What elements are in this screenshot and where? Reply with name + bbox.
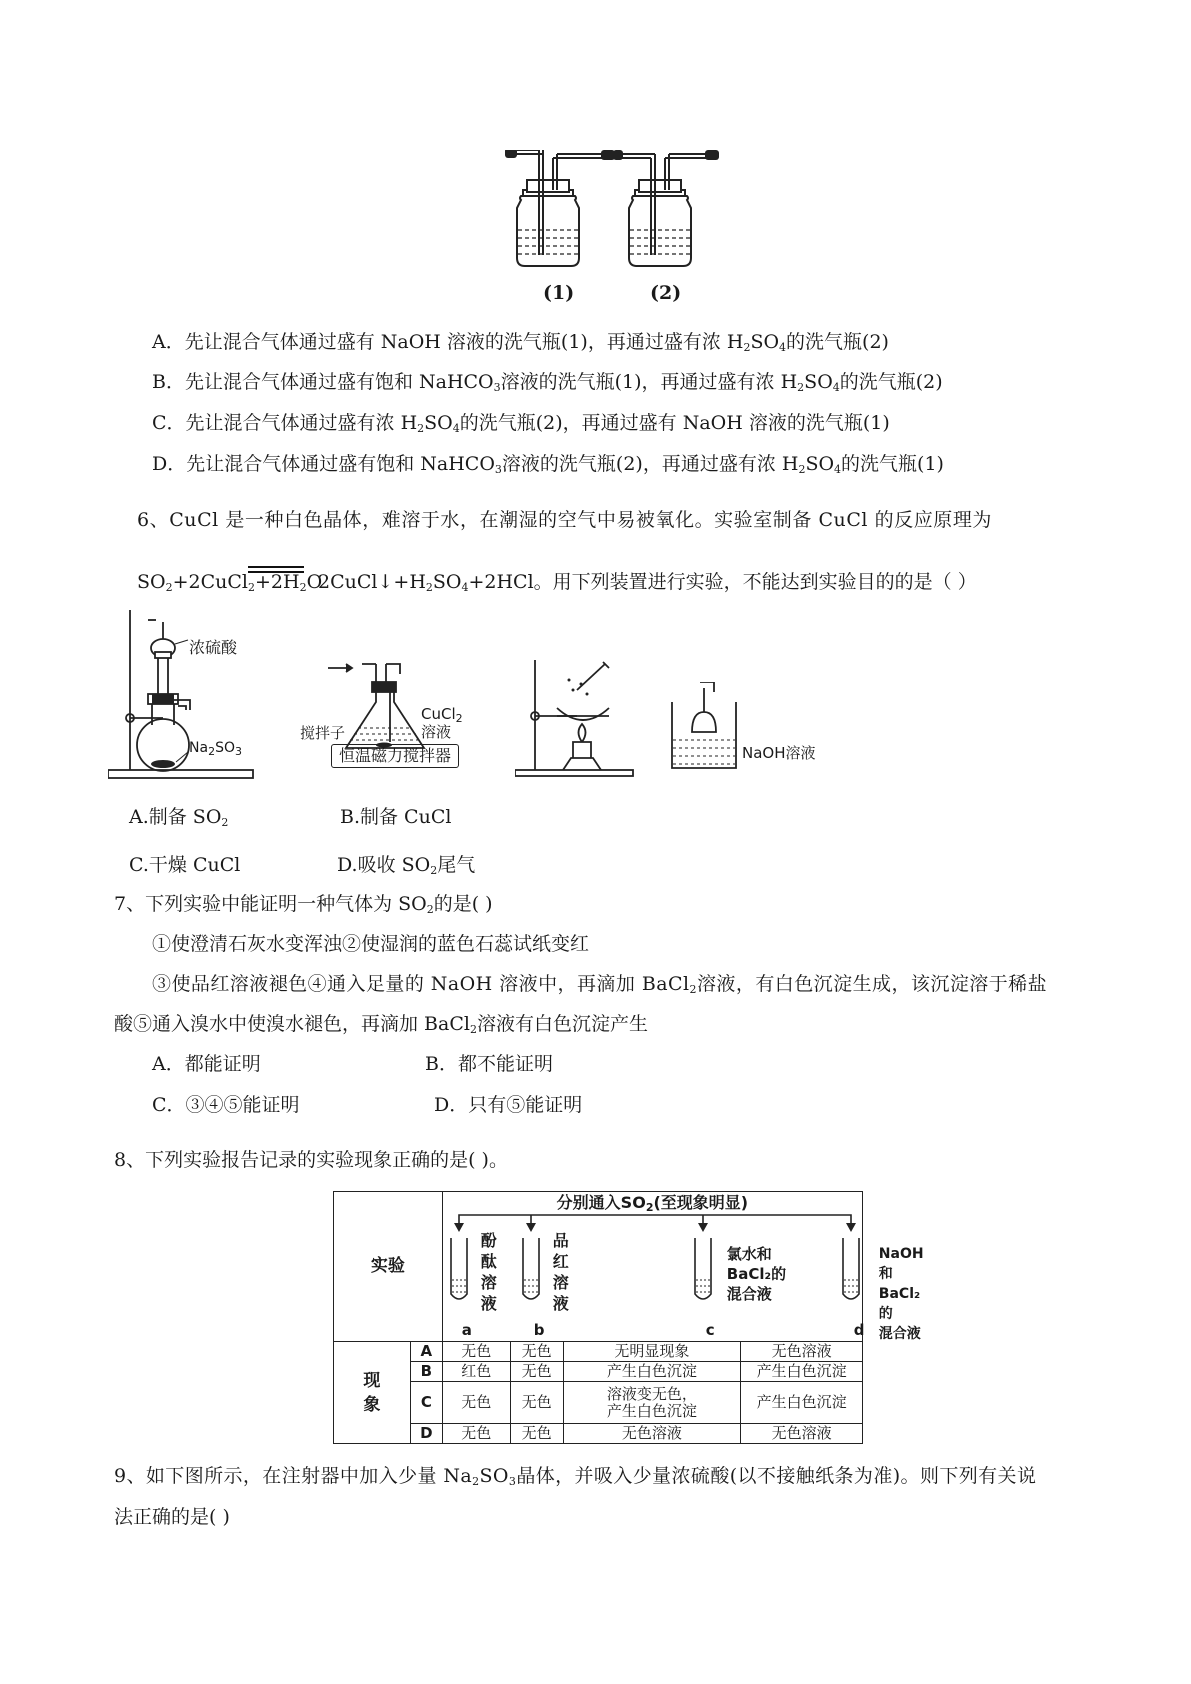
label-stir-bar: 搅拌子: [300, 724, 346, 742]
q6-option-b: B.制备 CuCl: [340, 806, 452, 828]
row-key: D: [410, 1424, 442, 1444]
tube-letter-b: b: [533, 1321, 545, 1339]
q7-option-b: B．都不能证明: [425, 1053, 553, 1075]
cell-d: 无色溶液: [741, 1424, 863, 1444]
cell-a: 红色: [442, 1362, 510, 1382]
cell-c: 无色溶液: [563, 1424, 741, 1444]
q9-line-1: 9、如下图所示，在注射器中加入少量 $Na_2SO_3$晶体，并吸入少量浓硫酸(以不接触纸条为准)。则下列有关说: [114, 1465, 1037, 1488]
row-key: C: [410, 1382, 442, 1424]
apparatus-c-heating-dish: [515, 660, 655, 780]
q5-option-b: B．先让混合气体通过盛有饱和 NaHCO$_3$溶液的洗气瓶(1)，再通过盛有浓 $H_2SO_4$的洗气瓶(2): [152, 371, 943, 394]
q6-equation-left: $SO_2+2CuCl_2+2H_2O$: [137, 571, 323, 594]
cell-b: 无色: [510, 1342, 563, 1362]
q7-option-a: A．都能证明: [152, 1053, 261, 1075]
bottle-label-1: (1): [543, 282, 575, 304]
label-conc-sulfuric-acid: 浓硫酸: [189, 638, 238, 657]
q6-option-c: C.干燥 CuCl: [129, 854, 241, 876]
cell-d: 产生白色沉淀: [741, 1382, 863, 1424]
label-na2so3: $Na_2SO_3$: [189, 740, 242, 758]
cell-d: 产生白色沉淀: [741, 1362, 863, 1382]
q6-equation-right: $2CuCl↓+H_2SO_4+2HCl$。用下列装置进行实验，不能达到实验目的的是（ ）: [318, 571, 977, 594]
row-key: A: [410, 1342, 442, 1362]
label-cucl2-solution: CuCl$_2$ 溶液: [421, 705, 463, 741]
q8-experiment-table: [333, 1191, 924, 1443]
gas-washing-bottles-figure: [505, 150, 725, 310]
tube-letter-c: c: [705, 1321, 715, 1339]
cell-a: 无色: [442, 1424, 510, 1444]
header-phenomenon: 现 象: [334, 1342, 411, 1444]
q6-option-d: D.吸收 $SO_2$尾气: [337, 854, 476, 877]
q5-option-a: A．先让混合气体通过盛有 NaOH 溶液的洗气瓶(1)，再通过盛有浓 $H_2SO_4$的洗气瓶(2): [152, 331, 889, 354]
bottle-label-2: (2): [650, 282, 682, 304]
tube-illustration-cell: [442, 1192, 924, 1342]
label-naoh-solution: NaOH溶液: [742, 744, 816, 762]
q6-option-a: A.制备 $SO_2$: [129, 806, 229, 829]
q5-option-d: D．先让混合气体通过盛有饱和 NaHCO$_3$溶液的洗气瓶(2)，再通过盛有浓 $H_2SO_4$的洗气瓶(1): [152, 453, 944, 476]
q9-line-2: 法正确的是( ): [114, 1506, 230, 1528]
q6-stem: 6、CuCl 是一种白色晶体，难溶于水，在潮湿的空气中易被氧化。实验室制备 CuCl 的反应原理为: [137, 509, 992, 531]
cell-c: 溶液变无色， 产生白色沉淀: [563, 1382, 741, 1424]
row-key: B: [410, 1362, 442, 1382]
q7-option-d: D．只有⑤能证明: [434, 1094, 583, 1116]
cell-b: 无色: [510, 1424, 563, 1444]
tube-b-label: 品 红 溶 液: [552, 1231, 569, 1313]
q7-line-3: 酸⑤通入溴水中使溴水褪色，再滴加 BaCl$_2$溶液有白色沉淀产生: [114, 1013, 648, 1036]
tube-letter-a: a: [461, 1321, 472, 1339]
tube-letter-d: d: [853, 1321, 865, 1339]
cell-a: 无色: [442, 1382, 510, 1424]
q8-stem: 8、下列实验报告记录的实验现象正确的是( )。: [114, 1149, 508, 1171]
equals-sign: [248, 565, 304, 575]
cell-a: 无色: [442, 1342, 510, 1362]
header-experiment: 实验: [334, 1192, 443, 1342]
cell-b: 无色: [510, 1362, 563, 1382]
q5-option-c: C．先让混合气体通过盛有浓 $H_2SO_4$的洗气瓶(2)，再通过盛有 NaOH 溶液的洗气瓶(1): [152, 412, 890, 435]
q7-line-2: ③使品红溶液褪色④通入足量的 NaOH 溶液中，再滴加 BaCl$_2$溶液，有白色沉淀生成，该沉淀溶于稀盐: [152, 973, 1048, 996]
header-pass-so2: 分别通入$SO_2$(至现象明显): [556, 1193, 749, 1214]
tube-arrows-and-tubes: [443, 1210, 865, 1340]
tube-a-label: 酚 酞 溶 液: [480, 1231, 497, 1313]
cell-d: 无色溶液: [741, 1342, 863, 1362]
tube-c-label: 氯水和 BaCl₂的 混合液: [726, 1245, 787, 1303]
cell-c: 无明显现象: [563, 1342, 741, 1362]
magnetic-stirrer-label: 恒温磁力搅拌器: [331, 744, 459, 768]
q7-stem: 7、下列实验中能证明一种气体为 $SO_2$的是( ): [114, 893, 493, 916]
q7-line-1: ①使澄清石灰水变浑浊②使湿润的蓝色石蕊试纸变红: [152, 933, 590, 955]
cell-c: 产生白色沉淀: [563, 1362, 741, 1382]
cell-b: 无色: [510, 1382, 563, 1424]
q7-option-c: C．③④⑤能证明: [152, 1094, 300, 1116]
tube-d-label: NaOH和 BaCl₂的 混合液: [878, 1246, 924, 1342]
